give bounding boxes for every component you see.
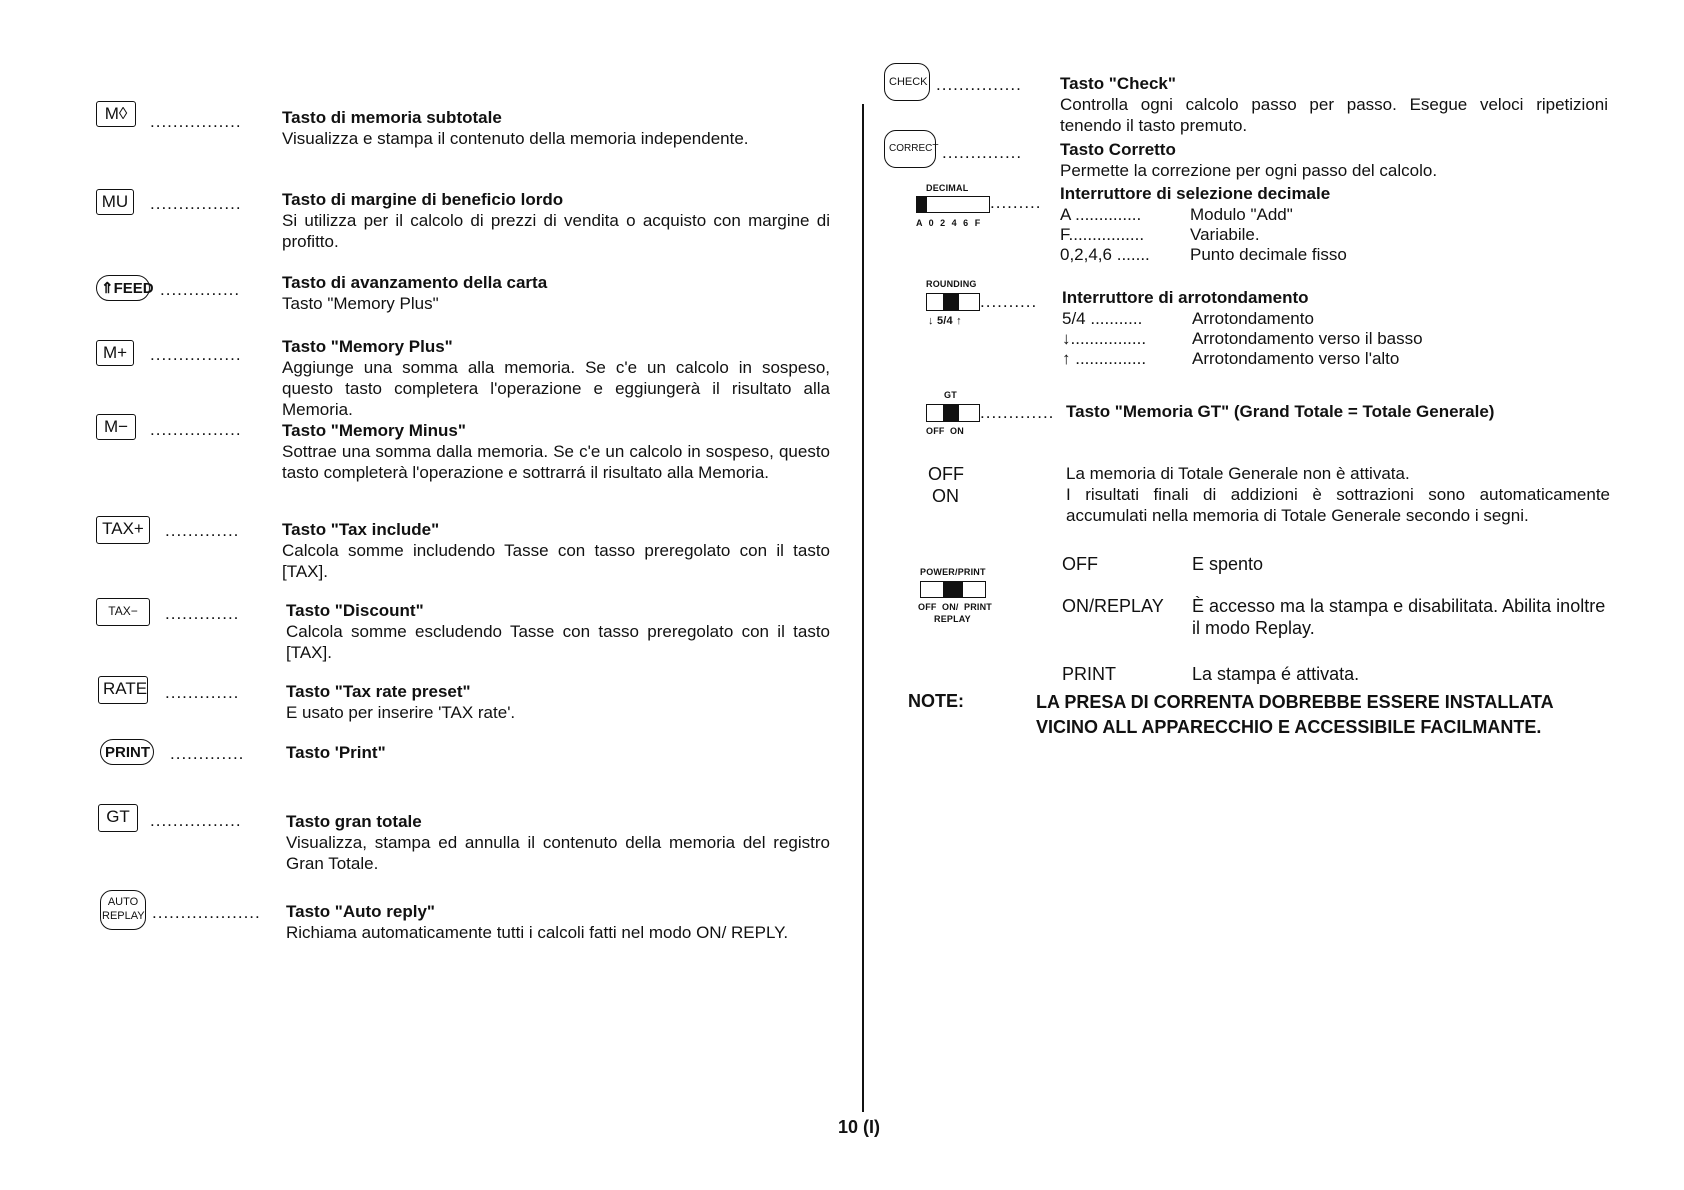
entry-decimal-selector xyxy=(1060,183,1620,204)
correct-key-icon: CORRECT xyxy=(884,130,936,168)
leader-dots: ............. xyxy=(165,521,240,540)
tax-minus-key-icon: TAX− xyxy=(96,598,150,626)
power-row-replay-key: ON/REPLAY xyxy=(1062,596,1164,616)
option-key: ↓ xyxy=(1062,329,1071,348)
entry-description: Richiama automaticamente tutti i calcoli fatti nel modo ON/ REPLY. xyxy=(286,923,789,942)
leader-dots: ................ xyxy=(150,112,242,131)
leader-dots: ............. xyxy=(980,403,1055,422)
option-value: Arrotondamento xyxy=(1192,309,1314,328)
entry-title: Tasto Corretto xyxy=(1060,140,1176,159)
decimal-switch-label: DECIMAL xyxy=(926,183,969,193)
entry-description: Sottrae una somma dalla memoria. Se c'e un calcolo in sospeso, questo tasto completerà l'operazione e sottrarrá il risultato alla Memoria. xyxy=(282,442,830,482)
rounding-switch-label: ROUNDING xyxy=(926,279,977,289)
markup-key-icon: MU xyxy=(96,189,134,215)
option-key: F xyxy=(1060,225,1069,244)
entry-description: Visualizza e stampa il contenuto della memoria independente. xyxy=(282,129,749,148)
entry-paper-feed xyxy=(282,272,830,314)
leader-dots: ................... xyxy=(152,903,261,922)
entry-description: Permette la correzione per ogni passo del calcolo. xyxy=(1060,161,1438,180)
note-label: NOTE: xyxy=(908,691,964,711)
leader-dots: ................ xyxy=(150,194,242,213)
entry-title: Tasto "Auto reply" xyxy=(286,902,435,921)
entry-auto-replay xyxy=(286,901,830,943)
entry-title: Tasto "Memory Minus" xyxy=(282,421,466,440)
option-value: Punto decimale fisso xyxy=(1190,245,1347,264)
leader-dots: ......... xyxy=(990,193,1042,212)
gt-switch-icon xyxy=(926,404,980,422)
leader-dots: ............. xyxy=(165,683,240,702)
auto-replay-key-icon: AUTO REPLAY xyxy=(100,890,146,930)
note-text: LA PRESA DI CORRENTA DOBREBBE ESSERE INSTALLATA VICINO ALL APPARECCHIO E ACCESSIBILE FACILMANTE. xyxy=(1036,692,1554,737)
gt-descriptions xyxy=(1066,463,1610,526)
decimal-option-a: A .............. Modulo "Add" xyxy=(1060,205,1293,224)
leader-dots: ............. xyxy=(170,744,245,763)
leader-dots: .............. xyxy=(942,143,1023,162)
power-row-off-key: OFF xyxy=(1062,554,1098,574)
entry-title: Tasto gran totale xyxy=(286,812,422,831)
leader-dots: .............. xyxy=(160,280,241,299)
entry-description: Tasto "Memory Plus" xyxy=(282,294,439,313)
leader-dots: ................ xyxy=(150,345,242,364)
entry-memory-gt xyxy=(1066,401,1626,422)
entry-check xyxy=(1060,73,1608,136)
rounding-option-down: ↓................ Arrotondamento verso il basso xyxy=(1062,329,1423,348)
grand-total-key-icon: GT xyxy=(98,804,138,832)
entry-description: Visualizza, stampa ed annulla il contenuto della memoria del registro Gran Totale. xyxy=(286,833,830,873)
option-value: Arrotondamento verso il basso xyxy=(1192,329,1423,348)
entry-description: Si utilizza per il calcolo di prezzi di vendita o acquisto con margine di profitto. xyxy=(282,211,830,251)
rounding-option-54: 5/4 ........... Arrotondamento xyxy=(1062,309,1314,328)
entry-title: Tasto di memoria subtotale xyxy=(282,108,502,127)
entry-description: Calcola somme escludendo Tasse con tasso preregolato con il tasto [TAX]. xyxy=(286,622,830,662)
entry-title: Tasto "Tax include" xyxy=(282,520,440,539)
entry-title: Tasto "Memory Plus" xyxy=(282,337,453,356)
entry-tax-include xyxy=(282,519,830,582)
check-key-icon: CHECK xyxy=(884,63,930,101)
paper-feed-key-icon: ⇑FEED xyxy=(96,275,150,301)
entry-correct xyxy=(1060,139,1608,181)
entry-description: Controlla ogni calcolo passo per passo. Esegue veloci ripetizioni tenendo il tasto premuto. xyxy=(1060,95,1608,135)
entry-title: Tasto "Tax rate preset" xyxy=(286,682,471,701)
entry-description: Calcola somme includendo Tasse con tasso preregolato con il tasto [TAX]. xyxy=(282,541,830,581)
entry-print xyxy=(286,742,830,763)
rate-key-icon: RATE xyxy=(98,676,148,704)
power-switch-scale-replay: REPLAY xyxy=(934,614,971,624)
option-value: Arrotondamento verso l'alto xyxy=(1192,349,1400,368)
option-value: Variabile. xyxy=(1190,225,1260,244)
entry-rounding-switch xyxy=(1062,287,1622,308)
power-row-replay-value: È accesso ma la stampa e disabilitata. Abilita inoltre il modo Replay. xyxy=(1192,596,1606,638)
power-switch-icon xyxy=(920,581,986,598)
option-key: 5/4 xyxy=(1062,309,1086,328)
entry-title: Tasto 'Print" xyxy=(286,743,386,762)
page-number: 10 (I) xyxy=(838,1117,881,1137)
entry-memory-minus xyxy=(282,420,830,483)
option-key: 0,2,4,6 xyxy=(1060,245,1112,264)
memory-subtotal-key-icon: M◊ xyxy=(96,101,136,127)
gt-switch-label: GT xyxy=(944,390,957,400)
entry-title: Interruttore di selezione decimale xyxy=(1060,184,1331,203)
power-row-off-value: E spento xyxy=(1192,554,1264,574)
leader-dots: ................ xyxy=(150,420,242,439)
column-divider xyxy=(862,104,864,1112)
entry-markup xyxy=(282,189,830,252)
memory-plus-key-icon: M+ xyxy=(96,340,134,366)
gt-on-description: I risultati finali di addizioni è sottrazioni sono automaticamente accumulati nella memoria di Totale Generale secondo i segni. xyxy=(1066,485,1610,525)
leader-dots: .......... xyxy=(980,292,1038,311)
decimal-switch-scale: A 0 2 4 6 F xyxy=(916,218,983,228)
entry-discount xyxy=(286,600,830,663)
decimal-switch-icon xyxy=(916,196,990,213)
power-row-print-value: La stampa é attivata. xyxy=(1192,664,1360,684)
leader-dots: ................ xyxy=(150,811,242,830)
option-key: ↑ xyxy=(1062,349,1071,368)
gt-on-label: ON xyxy=(932,486,959,506)
entry-grand-total xyxy=(286,811,830,874)
rounding-switch-icon xyxy=(926,293,980,311)
rounding-option-up: ↑ ............... Arrotondamento verso l'alto xyxy=(1062,349,1400,368)
power-switch-scale: OFF ON/ PRINT xyxy=(918,602,992,612)
entry-title: Tasto "Memoria GT" (Grand Totale = Totale Generale) xyxy=(1066,402,1495,421)
entry-title: Tasto di avanzamento della carta xyxy=(282,273,548,292)
option-value: Modulo "Add" xyxy=(1190,205,1293,224)
memory-minus-key-icon: M− xyxy=(96,414,136,440)
entry-description: E usato per inserire 'TAX rate'. xyxy=(286,703,516,722)
entry-description: Aggiunge una somma alla memoria. Se c'e un calcolo in sospeso, questo tasto completera l'operazione e eggiungerà il risultato alla Memoria. xyxy=(282,358,830,419)
power-switch-label: POWER/PRINT xyxy=(920,567,986,577)
rounding-switch-scale: ↓ 5/4 ↑ xyxy=(928,315,962,327)
gt-off-description: La memoria di Totale Generale non è attivata. xyxy=(1066,464,1410,483)
entry-memory-plus xyxy=(282,336,830,420)
power-row-print-key: PRINT xyxy=(1062,664,1116,684)
gt-switch-scale: OFF ON xyxy=(926,426,964,436)
entry-title: Interruttore di arrotondamento xyxy=(1062,288,1309,307)
gt-off-label: OFF xyxy=(928,464,964,484)
leader-dots: ............. xyxy=(165,604,240,623)
tax-plus-key-icon: TAX+ xyxy=(96,516,150,544)
entry-title: Tasto "Check" xyxy=(1060,74,1176,93)
decimal-option-fixed: 0,2,4,6 ....... Punto decimale fisso xyxy=(1060,245,1347,264)
print-key-icon: PRINT xyxy=(100,739,154,765)
entry-memory-subtotal xyxy=(282,107,830,149)
decimal-option-f: F................ Variabile. xyxy=(1060,225,1260,244)
option-key: A xyxy=(1060,205,1071,224)
entry-tax-rate xyxy=(286,681,830,723)
entry-title: Tasto "Discount" xyxy=(286,601,424,620)
entry-title: Tasto di margine di beneficio lordo xyxy=(282,190,564,209)
leader-dots: ............... xyxy=(936,75,1022,94)
